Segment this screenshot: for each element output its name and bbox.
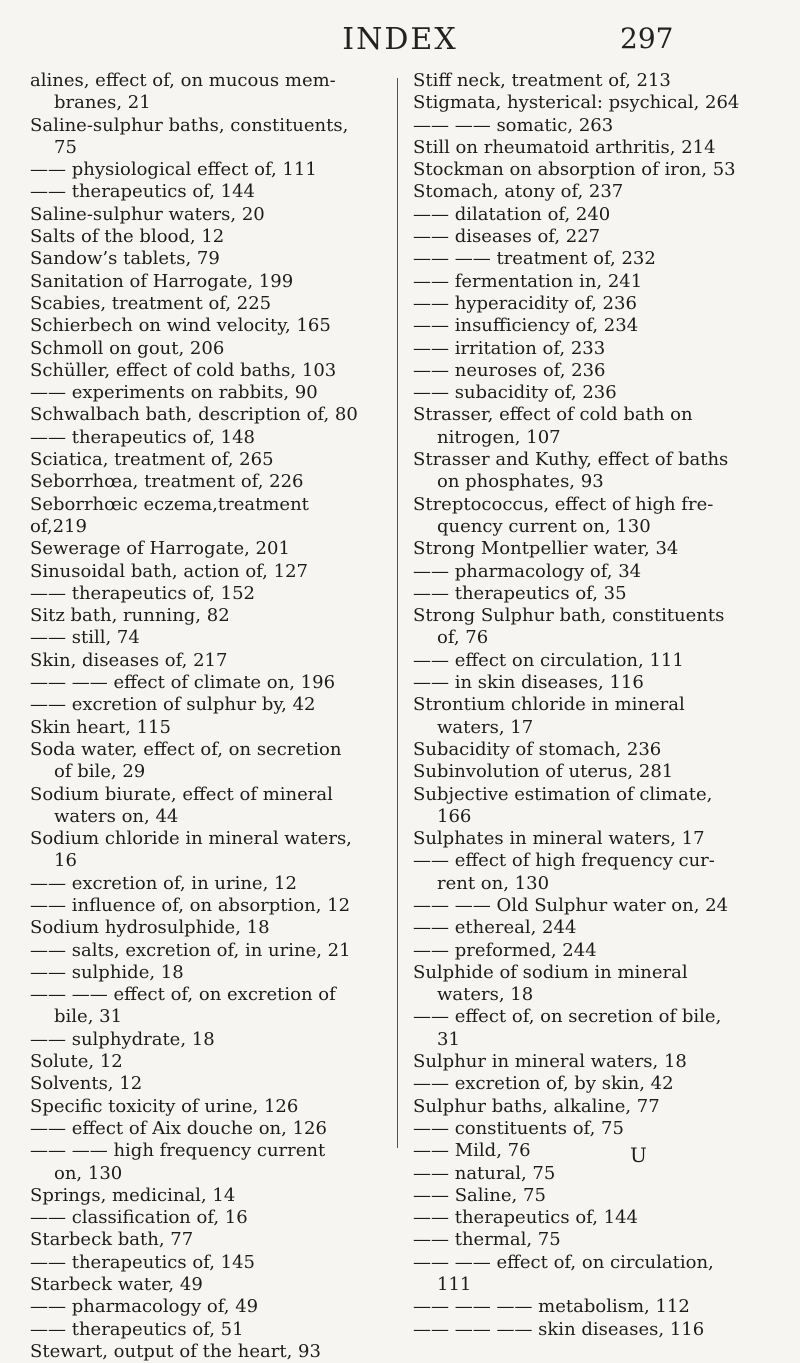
index-entry: bile, 31 [54,1006,123,1028]
index-entry: —— therapeutics of, 145 [30,1251,255,1273]
index-entry: on, 130 [54,1162,123,1184]
index-entry: waters, 17 [437,716,534,738]
index-entry: —— neuroses of, 236 [413,359,606,381]
index-entry: Stomach, atony of, 237 [413,181,624,203]
index-entry: Strontium chloride in mineral [413,694,685,716]
page-number: 297 [620,22,674,55]
index-entry: Stockman on absorption of iron, 53 [413,159,736,181]
index-entry: —— therapeutics of, 35 [413,582,627,604]
index-entry: Sodium biurate, effect of mineral [30,783,333,805]
index-entry: Seborrhœic eczema,treatment of,219 [30,493,309,537]
index-entry: —— physiological effect of, 111 [30,159,317,181]
index-entry: rent on, 130 [437,872,550,894]
index-entry: —— sulphide, 18 [30,961,184,983]
index-entry: Sandow’s tablets, 79 [30,248,220,270]
index-entry: —— irritation of, 233 [413,337,606,359]
index-entry: 31 [437,1028,460,1050]
index-entry: Sitz bath, running, 82 [30,605,230,627]
index-entry: —— effect of high frequency cur- [413,850,715,872]
index-entry: Sodium hydrosulphide, 18 [30,917,270,939]
index-entry: Starbeck water, 49 [30,1274,203,1296]
index-entry: Sulphur in mineral waters, 18 [413,1051,687,1073]
index-entry: Stewart, output of the heart, 93 [30,1340,321,1362]
index-entry: —— therapeutics of, 152 [30,582,255,604]
index-entry: Strasser and Kuthy, effect of baths [413,449,729,471]
index-entry: —— —— —— skin diseases, 116 [413,1318,705,1340]
index-entry: Saline-sulphur baths, constituents, [30,114,349,136]
index-entry: alines, effect of, on mucous mem- [30,70,336,91]
index-entry: Strong Montpellier water, 34 [413,538,679,560]
index-entry: —— thermal, 75 [413,1229,561,1251]
index-column-left [30,70,366,1363]
index-entry: —— effect of Aix douche on, 126 [30,1117,327,1139]
index-entry: 111 [437,1274,472,1296]
index-entry: —— pharmacology of, 34 [413,560,642,582]
index-entry: Stiff neck, treatment of, 213 [413,70,671,91]
index-entry: Salts of the blood, 12 [30,226,225,248]
index-entry: —— diseases of, 227 [413,226,601,248]
index-entry: —— Saline, 75 [413,1184,546,1206]
index-entry: —— —— high frequency current [30,1140,326,1162]
index-entry: —— excretion of sulphur by, 42 [30,694,316,716]
index-entry: 75 [54,136,77,158]
index-entry: —— pharmacology of, 49 [30,1296,259,1318]
index-entry: 16 [54,850,77,872]
index-entry: Sulphide of sodium in mineral [413,961,688,983]
index-entry: —— salts, excretion of, in urine, 21 [30,939,351,961]
index-entry: Still on rheumatoid arthritis, 214 [413,136,716,158]
page-title: INDEX [342,22,458,57]
index-entry: Stigmata, hysterical: psychical, 264 [413,92,740,114]
index-entry: —— therapeutics of, 148 [30,426,255,448]
index-entry: —— excretion of, in urine, 12 [30,872,297,894]
index-entry: —— natural, 75 [413,1162,556,1184]
index-entry: of bile, 29 [54,761,146,783]
index-entry: —— excretion of, by skin, 42 [413,1073,674,1095]
index-entry: quency current on, 130 [437,515,651,537]
page-header [0,22,800,62]
index-entry: Schüller, effect of cold baths, 103 [30,359,337,381]
index-entry: Sulphates in mineral waters, 17 [413,828,705,850]
index-entry: of, 76 [437,627,489,649]
index-entry: Starbeck bath, 77 [30,1229,194,1251]
index-entry: on phosphates, 93 [437,471,604,493]
index-entry: Seborrhœa, treatment of, 226 [30,471,304,493]
index-entry: branes, 21 [54,92,151,114]
index-entry: —— experiments on rabbits, 90 [30,382,318,404]
index-entry: waters, 18 [437,984,534,1006]
index-entry: Skin, diseases of, 217 [30,649,228,671]
index-column-right [413,70,775,1341]
index-entry: —— in skin diseases, 116 [413,672,644,694]
index-entry: —— —— —— metabolism, 112 [413,1296,690,1318]
index-entry: —— classification of, 16 [30,1207,248,1229]
index-entry: Sciatica, treatment of, 265 [30,449,274,471]
index-entry: Streptococcus, effect of high fre- [413,493,714,515]
index-entry: Skin heart, 115 [30,716,171,738]
index-entry: —— —— effect of, on circulation, [413,1251,714,1273]
index-entry: Subjective estimation of climate, [413,783,713,805]
index-entry: Sanitation of Harrogate, 199 [30,270,294,292]
index-entry: —— —— Old Sulphur water on, 24 [413,894,729,916]
index-entry: Saline-sulphur waters, 20 [30,203,265,225]
index-entry: Subacidity of stomach, 236 [413,738,662,760]
index-entry: Strasser, effect of cold bath on [413,404,693,426]
index-entry: —— therapeutics of, 144 [413,1207,638,1229]
index-entry: —— —— effect of climate on, 196 [30,672,336,694]
index-entry: —— still, 74 [30,627,140,649]
index-entry: Strong Sulphur bath, constituents [413,605,725,627]
index-entry: —— preformed, 244 [413,939,597,961]
index-entry: —— Mild, 76 [413,1140,531,1162]
column-divider [397,78,398,1148]
index-entry: —— subacidity of, 236 [413,382,617,404]
index-entry: —— sulphydrate, 18 [30,1028,215,1050]
index-entry: —— —— somatic, 263 [413,114,614,136]
index-entry: waters on, 44 [54,805,179,827]
index-entry: Sinusoidal bath, action of, 127 [30,560,308,582]
index-entry: —— —— effect of, on excretion of [30,984,336,1006]
index-entry: —— constituents of, 75 [413,1117,624,1139]
index-entry: Schwalbach bath, description of, 80 [30,404,358,426]
index-entry: Sodium chloride in mineral waters, [30,828,352,850]
index-entry: —— therapeutics of, 144 [30,181,255,203]
index-entry: —— effect on circulation, 111 [413,649,684,671]
index-entry: Specific toxicity of urine, 126 [30,1095,299,1117]
index-entry: Soda water, effect of, on secretion [30,738,342,760]
index-entry: Springs, medicinal, 14 [30,1184,236,1206]
signature-mark: U [630,1143,647,1167]
index-entry: Schierbech on wind velocity, 165 [30,315,331,337]
index-entry: —— hyperacidity of, 236 [413,292,637,314]
index-entry: —— —— treatment of, 232 [413,248,656,270]
index-entry: 166 [437,805,472,827]
index-entry: Scabies, treatment of, 225 [30,292,272,314]
index-entry: —— fermentation in, 241 [413,270,643,292]
index-entry: —— influence of, on absorption, 12 [30,894,351,916]
index-entry: Sulphur baths, alkaline, 77 [413,1095,660,1117]
index-entry: —— effect of, on secretion of bile, [413,1006,722,1028]
index-entry: Solute, 12 [30,1051,123,1073]
index-entry: —— ethereal, 244 [413,917,577,939]
index-entry: Subinvolution of uterus, 281 [413,761,674,783]
index-entry: —— dilatation of, 240 [413,203,611,225]
index-entry: Solvents, 12 [30,1073,143,1095]
index-entry: nitrogen, 107 [437,426,561,448]
index-entry: Schmoll on gout, 206 [30,337,225,359]
index-entry: Sewerage of Harrogate, 201 [30,538,290,560]
index-entry: —— insufficiency of, 234 [413,315,639,337]
index-entry: —— therapeutics of, 51 [30,1318,244,1340]
